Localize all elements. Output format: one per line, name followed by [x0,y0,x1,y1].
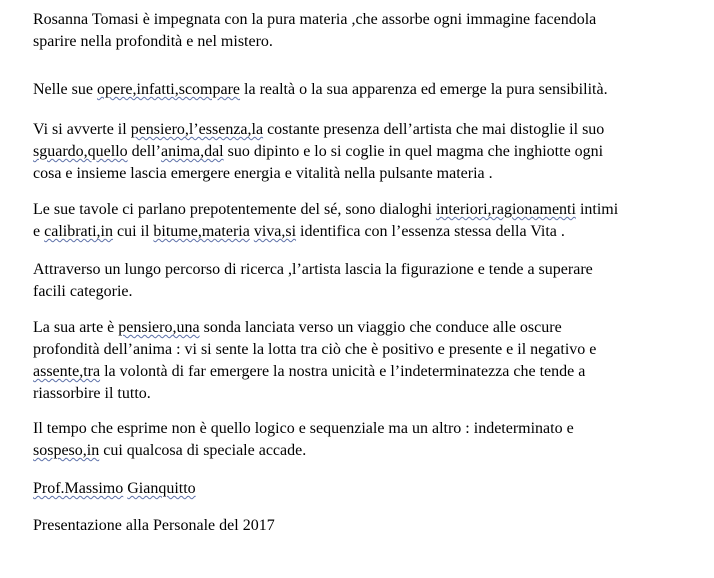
text-line [33,478,709,500]
spellcheck-flagged-word[interactable]: Prof.Massimo [33,480,124,497]
text-run: cui qualcosa di speciale accade. [99,442,307,459]
text-run: Nelle sue [33,81,97,98]
text-run: suo dipinto e lo si coglie in quel magma che inghiotte ogni [223,143,604,160]
text-line [33,317,709,339]
text-line [33,163,709,185]
text-run: costante presenza dell’artista che mai distoglie il suo [263,121,605,138]
text-line [33,119,709,141]
text-run: intimi [575,201,619,218]
text-run: dell’ [127,143,161,160]
spellcheck-flagged-word[interactable]: Gianquitto [127,480,196,497]
spellcheck-flagged-word[interactable]: viva,si [253,223,297,240]
paragraph-tempo [33,418,709,462]
text-run: Attraverso un lungo percorso di ricerca ,l’artista lascia la figurazione e tende a superare [33,261,593,278]
spellcheck-flagged-word[interactable]: sospeso,in [33,442,100,459]
spellcheck-flagged-word[interactable]: opere,infatti,scompare [96,81,241,98]
text-run: la realtà o la sua apparenza ed emerge la pura sensibilità. [240,81,608,98]
text-run: facili categorie. [33,283,133,300]
signature-line [33,478,709,500]
text-run: Presentazione alla Personale del 2017 [33,517,275,534]
text-line [33,199,709,221]
text-run: riassorbire il tutto. [33,385,151,402]
text-run: e [33,223,45,240]
paragraph-percorso [33,259,709,303]
text-line [33,418,709,440]
paragraph-pensiero [33,119,709,185]
text-line [33,515,709,537]
text-line [33,9,709,31]
text-run: identifica con l’essenza stessa della Vita . [296,223,565,240]
text-line [33,141,709,163]
spellcheck-flagged-word[interactable]: pensiero,una [118,319,200,336]
spellcheck-flagged-word[interactable]: sguardo,quello [33,143,128,160]
text-line [33,383,709,405]
text-run: cui il [112,223,154,240]
paragraph-tavole [33,199,709,243]
text-run: La sua arte è [33,319,119,336]
paragraph-opere [33,79,709,101]
text-run: sparire nella profondità e nel mistero. [33,33,273,50]
spellcheck-flagged-word[interactable]: bitume,materia [153,223,250,240]
paragraph-arte [33,317,709,405]
text-line [33,31,709,53]
text-run: Vi si avverte il [33,121,131,138]
text-run: cosa e insieme lascia emergere energia e vitalità nella pulsante materia . [33,165,493,182]
text-run: la volontà di far emergere la nostra unicità e l’indeterminatezza che tende a [100,363,586,380]
text-line [33,361,709,383]
text-run: Il tempo che esprime non è quello logico e sequenziale ma un altro : indeterminato e [33,420,574,437]
text-run: Rosanna Tomasi è impegnata con la pura materia ,che assorbe ogni immagine facendola [33,11,597,28]
text-line [33,339,709,361]
text-line [33,259,709,281]
text-line [33,221,709,243]
spellcheck-flagged-word[interactable]: pensiero,l’essenza,la [130,121,264,138]
text-line [33,440,709,462]
text-line [33,281,709,303]
presentation-note [33,515,709,537]
text-run: profondità dell’anima : vi si sente la lotta tra ciò che è positivo e presente e il negativo e [33,341,597,358]
text-run: sonda lanciata verso un viaggio che conduce alle oscure [199,319,562,336]
spellcheck-flagged-word[interactable]: interiori,ragionamenti [435,201,576,218]
text-run: Le sue tavole ci parlano prepotentemente del sé, sono dialoghi [33,201,436,218]
spellcheck-flagged-word[interactable]: assente,tra [33,363,101,380]
text-line [33,79,709,101]
paragraph-intro [33,9,709,53]
spellcheck-flagged-word[interactable]: anima,dal [160,143,224,160]
spellcheck-flagged-word[interactable]: calibrati,in [44,223,113,240]
